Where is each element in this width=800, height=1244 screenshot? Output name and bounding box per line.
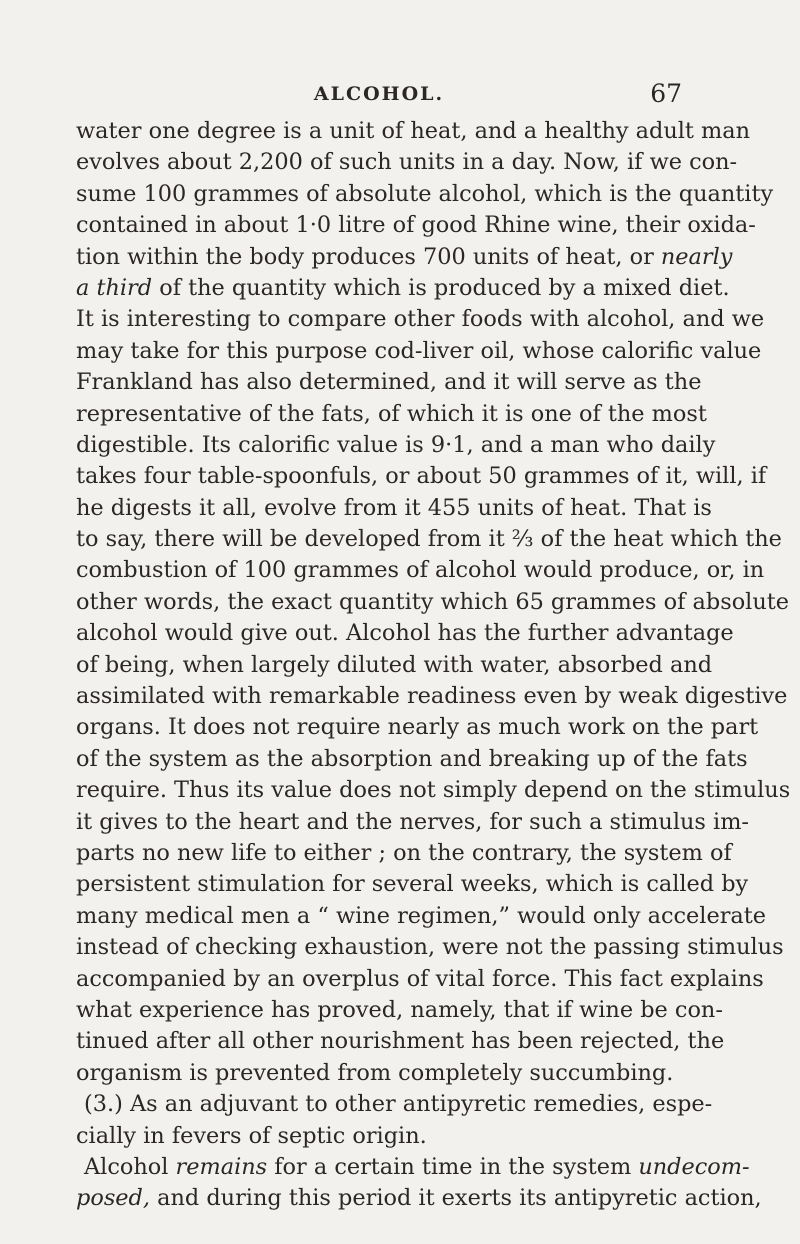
italic-text: nearly xyxy=(660,243,733,270)
text-line: he digests it all, evolve from it 455 units of heat. That is xyxy=(76,494,712,521)
text-line: takes four table-spoonfuls, or about 50 grammes of it, will, if xyxy=(76,463,767,490)
text-line: tion within the body produces 700 units of heat, or nearly xyxy=(76,243,733,270)
text-line: other words, the exact quantity which 65 grammes of absolute xyxy=(76,588,790,615)
text-line: accompanied by an overplus of vital force. This fact explains xyxy=(76,965,764,992)
text-line: may take for this purpose cod-liver oil, whose calorific value xyxy=(76,337,762,364)
text-line: persistent stimulation for several weeks, which is called by xyxy=(76,871,749,898)
text-line: many medical men a “ wine regimen,” would only accelerate xyxy=(76,902,767,929)
text-line: require. Thus its value does not simply depend on the stimulus xyxy=(76,777,791,804)
text-line: of being, when largely diluted with water, absorbed and xyxy=(76,651,713,678)
text-line: alcohol would give out. Alcohol has the further advantage xyxy=(76,620,734,647)
italic-text: posed, xyxy=(76,1185,151,1212)
text-line: organism is prevented from completely succumbing. xyxy=(76,1059,674,1086)
text-line: evolves about 2,200 of such units in a day. Now, if we con- xyxy=(76,149,738,176)
text-line: Frankland has also determined, and it will serve as the xyxy=(76,369,702,396)
italic-text: undecom- xyxy=(638,1153,750,1180)
text-line: organs. It does not require nearly as much work on the part xyxy=(76,714,759,741)
text-line: assimilated with remarkable readiness even by weak digestive xyxy=(76,683,788,710)
text-line: cially in fevers of septic origin. xyxy=(76,1122,427,1149)
text-line: digestible. Its calorific value is 9·1, and a man who daily xyxy=(76,431,716,458)
text-line: representative of the fats, of which it is one of the most xyxy=(76,400,707,427)
text-line: instead of checking exhaustion, were not the passing stimulus xyxy=(76,934,784,961)
text-line: what experience has proved, namely, that if wine be con- xyxy=(76,996,723,1023)
text-line: combustion of 100 grammes of alcohol would produce, or, in xyxy=(76,557,765,584)
text-line: contained in about 1·0 litre of good Rhine wine, their oxida- xyxy=(76,212,756,239)
text-line: to say, there will be developed from it ⅔ of the heat which the xyxy=(76,526,782,553)
text-line: tinued after all other nourishment has been rejected, the xyxy=(76,1028,725,1055)
text-line: a third of the quantity which is produced by a mixed diet. xyxy=(76,274,730,301)
page-number: 67 xyxy=(650,79,682,108)
text-line: sume 100 grammes of absolute alcohol, which is the quantity xyxy=(76,180,774,207)
running-head xyxy=(76,79,682,109)
text-line: water one degree is a unit of heat, and a healthy adult man xyxy=(76,118,751,144)
text-line: posed, and during this period it exerts its antipyretic action, xyxy=(76,1185,762,1212)
italic-text: remains xyxy=(175,1153,268,1180)
text-line: of the system as the absorption and breaking up of the fats xyxy=(76,745,748,772)
italic-text: a third xyxy=(76,274,153,301)
running-title: ALCOHOL. xyxy=(313,83,445,105)
text-line: Alcohol remains for a certain time in the system undecom- xyxy=(84,1153,750,1180)
text-line: it gives to the heart and the nerves, for such a stimulus im- xyxy=(76,808,749,835)
text-line: (3.) As an adjuvant to other antipyretic remedies, espe- xyxy=(84,1091,713,1118)
body-text xyxy=(76,116,791,1215)
text-line: It is interesting to compare other foods with alcohol, and we xyxy=(76,306,765,333)
text-line: parts no new life to either ; on the contrary, the system of xyxy=(76,839,732,866)
